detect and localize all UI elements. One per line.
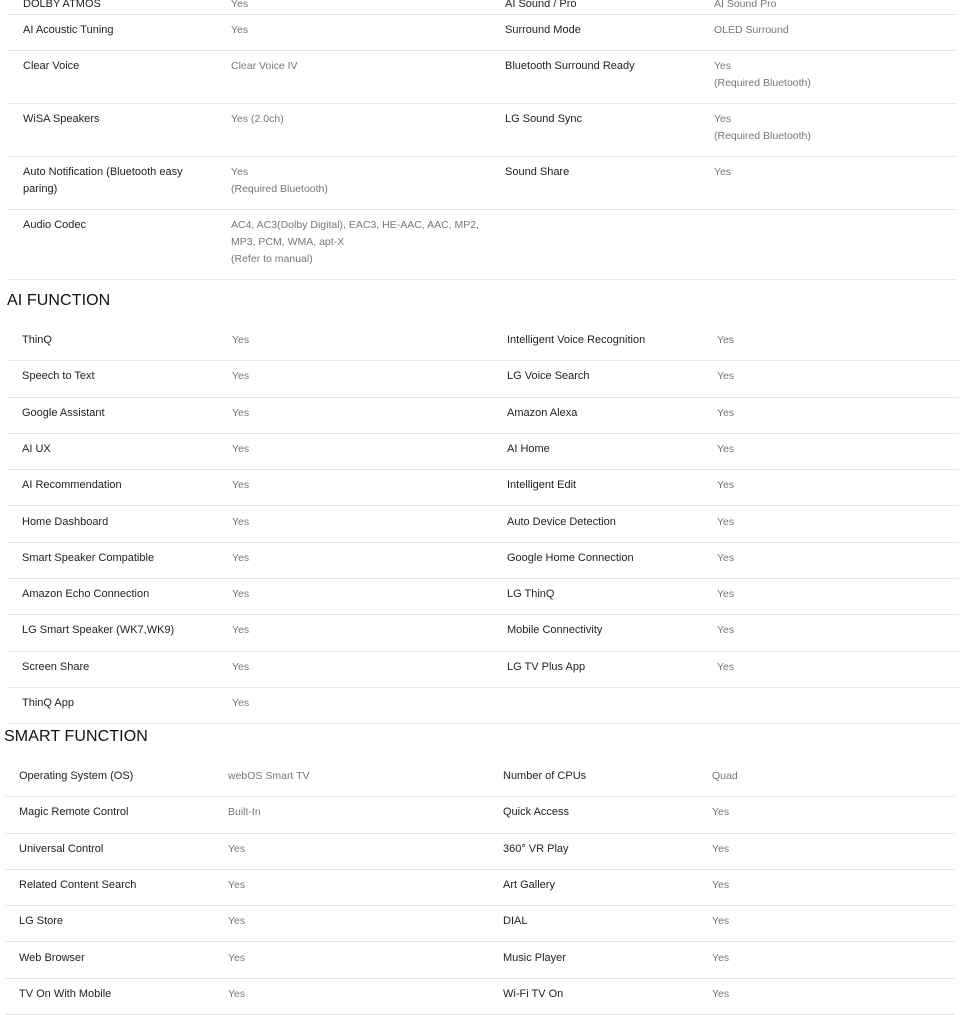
spec-value: Yes [717,588,735,601]
spec-label: Magic Remote Control [19,806,129,819]
spec-value: Yes [712,806,730,819]
spec-value: Yes [712,878,730,891]
spec-label: Clear Voice [23,60,80,72]
spec-label: LG Sound Sync [505,113,583,125]
spec-value: Yes [717,551,735,564]
spec-label: Google Home Connection [507,551,634,564]
spec-value: Yes [232,660,250,673]
spec-row [8,14,956,51]
spec-row [8,433,959,470]
spec-label: AI Recommendation [22,479,122,492]
spec-value: Yes (Required Bluetooth) [714,60,811,89]
spec-row [8,324,959,361]
spec-value: Yes [232,697,250,709]
spec-label: Audio Codec [23,219,86,231]
spec-value: OLED Surround [714,24,789,36]
section-title-ai-function: AI FUNCTION [7,292,111,309]
spec-row [8,469,959,506]
spec-label: AI UX [22,442,51,455]
spec-value: Yes [717,442,735,455]
spec-value: Yes [232,442,250,455]
spec-row [8,542,959,579]
spec-label: Universal Control [19,842,104,855]
spec-row [5,869,955,906]
spec-value: Yes [232,406,250,419]
spec-label: Art Gallery [503,878,555,891]
spec-row [5,833,955,870]
spec-label: Number of CPUs [503,770,587,782]
spec-label: Intelligent Voice Recognition [507,334,646,346]
spec-label: WiSA Speakers [23,113,100,125]
spec-label: TV On With Mobile [19,987,112,1000]
spec-value: Clear Voice IV [231,60,298,72]
spec-value: Yes [232,551,250,564]
spec-row [8,360,959,397]
spec-value: webOS Smart TV [228,770,310,782]
spec-label: Auto Device Detection [507,515,616,528]
spec-value: AC4, AC3(Dolby Digital), EAC3, HE-AAC, AAC, MP2, MP3, PCM, WMA, apt-X (Refer to manual) [231,219,479,265]
spec-label: Operating System (OS) [19,770,134,782]
spec-label: AI Acoustic Tuning [23,24,114,36]
spec-row [5,978,955,1015]
spec-label: Google Assistant [22,406,105,419]
spec-value: Quad [712,770,738,782]
spec-value: Yes [717,479,735,492]
spec-label: DIAL [503,915,528,928]
spec-row [8,50,956,104]
spec-value: Yes [717,624,735,637]
spec-value: Yes [228,987,246,1000]
spec-value: Yes [714,166,732,178]
spec-value: Yes [717,515,735,528]
spec-label: Speech to Text [22,370,95,383]
spec-label: Wi-Fi TV On [503,987,564,1000]
spec-row [8,506,959,543]
spec-value: Yes (Required Bluetooth) [714,113,811,142]
spec-value: Yes [717,334,735,346]
spec-value: Yes [717,660,735,673]
spec-value: Yes [717,406,735,419]
spec-row [8,687,959,724]
spec-label: Amazon Echo Connection [22,588,150,601]
spec-row [8,614,959,651]
spec-row [8,578,959,615]
spec-label: Auto Notification (Bluetooth easy paring) [23,166,183,195]
spec-row [8,0,956,15]
spec-value: Yes [232,370,250,383]
spec-value: Yes [228,915,246,928]
spec-value: Built-In [228,806,261,819]
spec-value: Yes (2.0ch) [231,113,284,125]
spec-value: Yes (Required Bluetooth) [231,166,328,195]
spec-value: Yes [228,878,246,891]
spec-label: AI Home [507,442,550,455]
spec-label: 360° VR Play [503,842,569,855]
spec-value: Yes [232,479,250,492]
spec-value: Yes [712,951,730,964]
spec-label: ThinQ App [22,697,74,709]
spec-row [8,103,956,157]
spec-row [8,209,956,280]
spec-label: Mobile Connectivity [507,624,603,637]
spec-label: LG Voice Search [507,370,590,383]
spec-row [8,651,959,688]
spec-label: Home Dashboard [22,515,109,528]
spec-label: LG ThinQ [507,588,555,601]
spec-row [5,905,955,942]
spec-label: Surround Mode [505,24,581,36]
spec-label: AI Sound / Pro [505,0,577,10]
spec-value: Yes [232,334,250,346]
spec-label: LG Smart Speaker (WK7,WK9) [22,624,175,637]
spec-row [8,397,959,434]
spec-row [5,942,955,979]
spec-value: Yes [232,624,250,637]
spec-row [5,796,955,833]
spec-label: Amazon Alexa [507,406,578,419]
section-title-smart-function: SMART FUNCTION [4,728,148,745]
spec-row [5,760,955,797]
spec-value: Yes [717,370,735,383]
spec-label: Related Content Search [19,878,137,891]
spec-label: Web Browser [19,951,85,964]
spec-value: Yes [712,987,730,1000]
spec-label: Sound Share [505,166,570,178]
spec-value: Yes [712,915,730,928]
spec-label: LG Store [19,915,64,928]
spec-value: Yes [228,842,246,855]
spec-value: Yes [712,842,730,855]
spec-row [8,156,956,210]
spec-value: Yes [232,515,250,528]
spec-value: Yes [228,951,246,964]
spec-value: Yes [231,0,249,10]
spec-value: Yes [232,588,250,601]
spec-label: Smart Speaker Compatible [22,551,155,564]
spec-label: Music Player [503,951,566,964]
spec-value: Yes [231,24,249,36]
spec-label: Screen Share [22,660,90,673]
spec-value: AI Sound Pro [714,0,777,10]
spec-label: Quick Access [503,806,570,819]
spec-label: Intelligent Edit [507,479,577,492]
spec-label: DOLBY ATMOS [23,0,101,10]
spec-label: ThinQ [22,334,52,346]
spec-label: LG TV Plus App [507,660,586,673]
spec-label: Bluetooth Surround Ready [505,60,635,72]
